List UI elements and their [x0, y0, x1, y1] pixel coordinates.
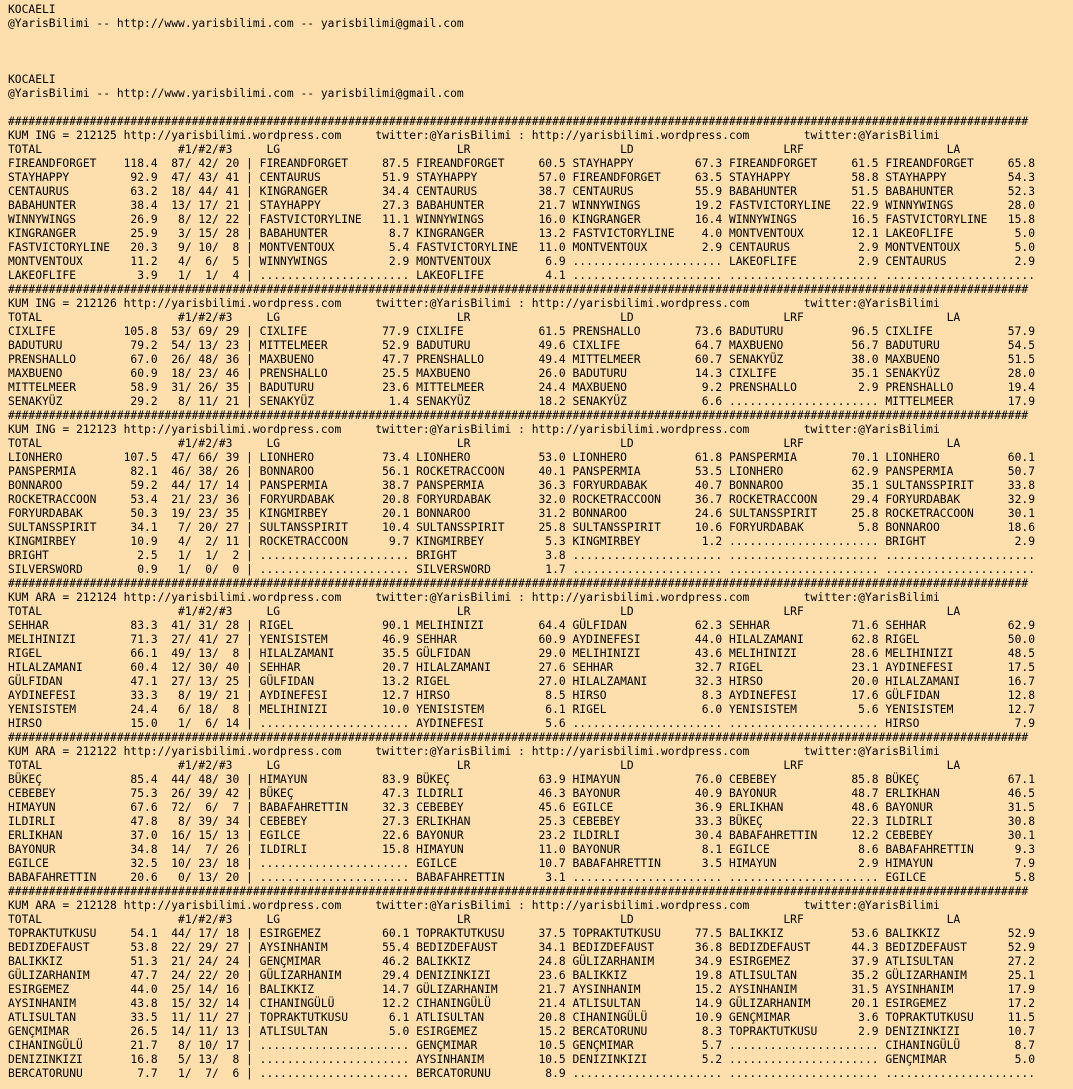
result-row: RIGEL 66.1 49/ 13/ 8 | HILALZAMANI 35.5 GÜLFIDAN 29.0 MELIHINIZI 43.6 MELIHINIZI 28.6 MELIHINIZI 48.5 — [8, 647, 1035, 660]
result-row: YENISISTEM 24.4 6/ 18/ 8 | MELIHINIZI 10.0 YENISISTEM 6.1 RIGEL 6.0 YENISISTEM 5.6 YENISISTEM 12.7 — [8, 703, 1035, 716]
result-row: BAYONUR 34.8 14/ 7/ 26 | ILDIRLI 15.8 HIMAYUN 11.0 BAYONUR 8.1 EGILCE 8.6 BABAFAHRETTIN 9.3 — [8, 843, 1035, 856]
result-row: BERCATORUNU 7.7 1/ 7/ 6 | ...................... BERCATORUNU 8.9 ...................... ...................... ...................... — [8, 1067, 1035, 1080]
result-row: HIMAYUN 67.6 72/ 6/ 7 | BABAFAHRETTIN 32.3 CEBEBEY 45.6 EGILCE 36.9 ERLIKHAN 48.6 BAYONUR 31.5 — [8, 801, 1035, 814]
result-row: BÜKEÇ 85.4 44/ 48/ 30 | HIMAYUN 83.9 BÜKEÇ 63.9 HIMAYUN 76.0 CEBEBEY 85.8 BÜKEÇ 67.1 — [8, 773, 1035, 786]
race-header: KUM ARA = 212128 http://yarisbilimi.wordpress.com twitter:@YarisBilimi : http://yarisbilimi.wordpress.com twitter:@YarisBilimi — [8, 899, 940, 912]
site-credit: @YarisBilimi -- http://www.yarisbilimi.com -- yarisbilimi@gmail.com — [8, 17, 464, 30]
result-row: PANSPERMIA 82.1 46/ 38/ 26 | BONNAROO 56.1 ROCKETRACCOON 40.1 PANSPERMIA 53.5 LIONHERO 62.9 PANSPERMIA 50.7 — [8, 465, 1035, 478]
result-row: MAXBUENO 60.9 18/ 23/ 46 | PRENSHALLO 25.5 MAXBUENO 26.0 BADUTURU 14.3 CIXLIFE 35.1 SENAKYÜZ 28.0 — [8, 367, 1035, 380]
column-header: TOTAL #1/#2/#3 LG LR LD LRF LA — [8, 759, 961, 772]
result-row: ERLIKHAN 37.0 16/ 15/ 13 | EGILCE 22.6 BAYONUR 23.2 ILDIRLI 30.4 BABAFAHRETTIN 12.2 CEBEBEY 30.1 — [8, 829, 1035, 842]
result-row: HILALZAMANI 60.4 12/ 30/ 40 | SEHHAR 20.7 HILALZAMANI 27.6 SEHHAR 32.7 RIGEL 23.1 AYDINEFESI 17.5 — [8, 661, 1035, 674]
result-row: MELIHINIZI 71.3 27/ 41/ 27 | YENISISTEM 46.9 SEHHAR 60.9 AYDINEFESI 44.0 HILALZAMANI 62.8 RIGEL 50.0 — [8, 633, 1035, 646]
result-row: FIREANDFORGET 118.4 87/ 42/ 20 | FIREANDFORGET 87.5 FIREANDFORGET 60.5 STAYHAPPY 67.3 FIREANDFORGET 61.5 FIREANDFORGET 65.8 — [8, 157, 1035, 170]
city-title: KOCAELI — [8, 73, 56, 86]
result-row: KINGRANGER 25.9 3/ 15/ 28 | BABAHUNTER 8.7 KINGRANGER 13.2 FASTVICTORYLINE 4.0 MONTVENTOUX 12.1 LAKEOFLIFE 5.0 — [8, 227, 1035, 240]
separator-line: ###################################################################################################################################################### — [8, 409, 1029, 422]
result-row: BADUTURU 79.2 54/ 13/ 23 | MITTELMEER 52.9 BADUTURU 49.6 CIXLIFE 64.7 MAXBUENO 56.7 BADUTURU 54.5 — [8, 339, 1035, 352]
result-row: ROCKETRACCOON 53.4 21/ 23/ 36 | FORYURDABAK 20.8 FORYURDABAK 32.0 ROCKETRACCOON 36.7 ROCKETRACCOON 29.4 FORYURDABAK 32.9 — [8, 493, 1035, 506]
race-header: KUM ARA = 212124 http://yarisbilimi.wordpress.com twitter:@YarisBilimi : http://yarisbilimi.wordpress.com twitter:@YarisBilimi — [8, 591, 940, 604]
race-header: KUM ING = 212123 http://yarisbilimi.wordpress.com twitter:@YarisBilimi : http://yarisbilimi.wordpress.com twitter:@YarisBilimi — [8, 423, 940, 436]
result-row: FASTVICTORYLINE 20.3 9/ 10/ 8 | MONTVENTOUX 5.4 FASTVICTORYLINE 11.0 MONTVENTOUX 2.9 CENTAURUS 2.9 MONTVENTOUX 5.0 — [8, 241, 1035, 254]
result-row: SULTANSSPIRIT 34.1 7/ 20/ 27 | SULTANSSPIRIT 10.4 SULTANSSPIRIT 25.8 SULTANSSPIRIT 10.6 FORYURDABAK 5.8 BONNAROO 18.6 — [8, 521, 1035, 534]
result-row: STAYHAPPY 92.9 47/ 43/ 41 | CENTAURUS 51.9 STAYHAPPY 57.0 FIREANDFORGET 63.5 STAYHAPPY 58.8 STAYHAPPY 54.3 — [8, 171, 1035, 184]
race-header: KUM ING = 212125 http://yarisbilimi.wordpress.com twitter:@YarisBilimi : http://yarisbilimi.wordpress.com twitter:@YarisBilimi — [8, 129, 940, 142]
result-row: GÜLIZARHANIM 47.7 24/ 22/ 20 | GÜLIZARHANIM 29.4 DENIZINKIZI 23.6 BALIKKIZ 19.8 ATLISULTAN 35.2 GÜLIZARHANIM 25.1 — [8, 969, 1035, 982]
result-row: GENÇMIMAR 26.5 14/ 11/ 13 | ATLISULTAN 5.0 ESIRGEMEZ 15.2 BERCATORUNU 8.3 TOPRAKTUTKUSU 2.9 DENIZINKIZI 10.7 — [8, 1025, 1035, 1038]
result-row: TOPRAKTUTKUSU 54.1 44/ 17/ 18 | ESIRGEMEZ 60.1 TOPRAKTUTKUSU 37.5 TOPRAKTUTKUSU 77.5 BALIKKIZ 53.6 BALIKKIZ 52.9 — [8, 927, 1035, 940]
result-row: KINGMIRBEY 10.9 4/ 2/ 11 | ROCKETRACCOON 9.7 KINGMIRBEY 5.3 KINGMIRBEY 1.2 ...................... BRIGHT 2.9 — [8, 535, 1035, 548]
city-title: KOCAELI — [8, 3, 56, 16]
result-row: BRIGHT 2.5 1/ 1/ 2 | ...................... BRIGHT 3.8 ...................... ...................... ...................... — [8, 549, 1035, 562]
result-row: MITTELMEER 58.9 31/ 26/ 35 | BADUTURU 23.6 MITTELMEER 24.4 MAXBUENO 9.2 PRENSHALLO 2.9 PRENSHALLO 19.4 — [8, 381, 1035, 394]
result-row: AYSINHANIM 43.8 15/ 32/ 14 | CIHANINGÜLÜ 12.2 CIHANINGÜLÜ 21.4 ATLISULTAN 14.9 GÜLIZARHANIM 20.1 ESIRGEMEZ 17.2 — [8, 997, 1035, 1010]
site-credit: @YarisBilimi -- http://www.yarisbilimi.com -- yarisbilimi@gmail.com — [8, 87, 464, 100]
blank-line — [8, 31, 1073, 45]
result-row: HIRSO 15.0 1/ 6/ 14 | ...................... AYDINEFESI 5.6 ...................... ...................... HIRSO 7.9 — [8, 717, 1035, 730]
separator-line: ###################################################################################################################################################### — [8, 283, 1029, 296]
separator-line: ###################################################################################################################################################### — [8, 885, 1029, 898]
result-row: CENTAURUS 63.2 18/ 44/ 41 | KINGRANGER 34.4 CENTAURUS 38.7 CENTAURUS 55.9 BABAHUNTER 51.5 BABAHUNTER 52.3 — [8, 185, 1035, 198]
result-row: CEBEBEY 75.3 26/ 39/ 42 | BÜKEÇ 47.3 ILDIRLI 46.3 BAYONUR 40.9 BAYONUR 48.7 ERLIKHAN 46.5 — [8, 787, 1035, 800]
column-header: TOTAL #1/#2/#3 LG LR LD LRF LA — [8, 143, 961, 156]
result-row: AYDINEFESI 33.3 8/ 19/ 21 | AYDINEFESI 12.7 HIRSO 8.5 HIRSO 8.3 AYDINEFESI 17.6 GÜLFIDAN 12.8 — [8, 689, 1035, 702]
result-row: CIXLIFE 105.8 53/ 69/ 29 | CIXLIFE 77.9 CIXLIFE 61.5 PRENSHALLO 73.6 BADUTURU 96.5 CIXLIFE 57.9 — [8, 325, 1035, 338]
result-row: WINNYWINGS 26.9 8/ 12/ 22 | FASTVICTORYLINE 11.1 WINNYWINGS 16.0 KINGRANGER 16.4 WINNYWINGS 16.5 FASTVICTORYLINE 15.8 — [8, 213, 1035, 226]
blank-line — [8, 59, 1073, 73]
result-row: LIONHERO 107.5 47/ 66/ 39 | LIONHERO 73.4 LIONHERO 53.0 LIONHERO 61.8 PANSPERMIA 70.1 LIONHERO 60.1 — [8, 451, 1035, 464]
result-row: PRENSHALLO 67.0 26/ 48/ 36 | MAXBUENO 47.7 PRENSHALLO 49.4 MITTELMEER 60.7 SENAKYÜZ 38.0 MAXBUENO 51.5 — [8, 353, 1035, 366]
result-row: ESIRGEMEZ 44.0 25/ 14/ 16 | BALIKKIZ 14.7 GÜLIZARHANIM 21.7 AYSINHANIM 15.2 AYSINHANIM 31.5 AYSINHANIM 17.9 — [8, 983, 1035, 996]
result-row: BABAHUNTER 38.4 13/ 17/ 21 | STAYHAPPY 27.3 BABAHUNTER 21.7 WINNYWINGS 19.2 FASTVICTORYLINE 22.9 WINNYWINGS 28.0 — [8, 199, 1035, 212]
result-row: GÜLFIDAN 47.1 27/ 13/ 25 | GÜLFIDAN 13.2 RIGEL 27.0 HILALZAMANI 32.3 HIRSO 20.0 HILALZAMANI 16.7 — [8, 675, 1035, 688]
result-row: LAKEOFLIFE 3.9 1/ 1/ 4 | ...................... LAKEOFLIFE 4.1 ...................... ...................... ...................... — [8, 269, 1035, 282]
result-row: FORYURDABAK 50.3 19/ 23/ 35 | KINGMIRBEY 20.1 BONNAROO 31.2 BONNAROO 24.6 SULTANSSPIRIT 25.8 ROCKETRACCOON 30.1 — [8, 507, 1035, 520]
separator-line: ###################################################################################################################################################### — [8, 577, 1029, 590]
result-row: BALIKKIZ 51.3 21/ 24/ 24 | GENÇMIMAR 46.2 BALIKKIZ 24.8 GÜLIZARHANIM 34.9 ESIRGEMEZ 37.9 ATLISULTAN 27.2 — [8, 955, 1035, 968]
race-header: KUM ING = 212126 http://yarisbilimi.wordpress.com twitter:@YarisBilimi : http://yarisbilimi.wordpress.com twitter:@YarisBilimi — [8, 297, 940, 310]
result-row: SENAKYÜZ 29.2 8/ 11/ 21 | SENAKYÜZ 1.4 SENAKYÜZ 18.2 SENAKYÜZ 6.6 ...................... MITTELMEER 17.9 — [8, 395, 1035, 408]
race-header: KUM ARA = 212122 http://yarisbilimi.wordpress.com twitter:@YarisBilimi : http://yarisbilimi.wordpress.com twitter:@YarisBilimi — [8, 745, 940, 758]
result-row: ATLISULTAN 33.5 11/ 11/ 27 | TOPRAKTUTKUSU 6.1 ATLISULTAN 20.8 CIHANINGÜLÜ 10.9 GENÇMIMAR 3.6 TOPRAKTUTKUSU 11.5 — [8, 1011, 1035, 1024]
result-row: BABAFAHRETTIN 20.6 0/ 13/ 20 | ...................... BABAFAHRETTIN 3.1 ...................... ...................... EGILCE 5.8 — [8, 871, 1035, 884]
result-row: ILDIRLI 47.8 8/ 39/ 34 | CEBEBEY 27.3 ERLIKHAN 25.3 CEBEBEY 33.3 BÜKEÇ 22.3 ILDIRLI 30.8 — [8, 815, 1035, 828]
blank-line — [8, 45, 1073, 59]
result-row: SILVERSWORD 0.9 1/ 0/ 0 | ...................... SILVERSWORD 1.7 ...................... ...................... ...................... — [8, 563, 1035, 576]
separator-line: ###################################################################################################################################################### — [8, 731, 1029, 744]
column-header: TOTAL #1/#2/#3 LG LR LD LRF LA — [8, 437, 961, 450]
result-row: BONNAROO 59.2 44/ 17/ 14 | PANSPERMIA 38.7 PANSPERMIA 36.3 FORYURDABAK 40.7 BONNAROO 35.1 SULTANSSPIRIT 33.8 — [8, 479, 1035, 492]
separator-line: ###################################################################################################################################################### — [8, 115, 1029, 128]
blank-line — [8, 101, 1073, 115]
result-row: DENIZINKIZI 16.8 5/ 13/ 8 | ...................... AYSINHANIM 10.5 DENIZINKIZI 5.2 ...................... GENÇMIMAR 5.0 — [8, 1053, 1035, 1066]
column-header: TOTAL #1/#2/#3 LG LR LD LRF LA — [8, 311, 961, 324]
result-row: CIHANINGÜLÜ 21.7 8/ 10/ 17 | ...................... GENÇMIMAR 10.5 GENÇMIMAR 5.7 ...................... CIHANINGÜLÜ 8.7 — [8, 1039, 1035, 1052]
column-header: TOTAL #1/#2/#3 LG LR LD LRF LA — [8, 605, 961, 618]
result-row: SEHHAR 83.3 41/ 31/ 28 | RIGEL 90.1 MELIHINIZI 64.4 GÜLFIDAN 62.3 SEHHAR 71.6 SEHHAR 62.9 — [8, 619, 1035, 632]
result-row: MONTVENTOUX 11.2 4/ 6/ 5 | WINNYWINGS 2.9 MONTVENTOUX 6.9 ...................... LAKEOFLIFE 2.9 CENTAURUS 2.9 — [8, 255, 1035, 268]
column-header: TOTAL #1/#2/#3 LG LR LD LRF LA — [8, 913, 961, 926]
result-row: BEDIZDEFAUST 53.8 22/ 29/ 27 | AYSINHANIM 55.4 BEDIZDEFAUST 34.1 BEDIZDEFAUST 36.8 BEDIZDEFAUST 44.3 BEDIZDEFAUST 52.9 — [8, 941, 1035, 954]
result-row: EGILCE 32.5 10/ 23/ 18 | ...................... EGILCE 10.7 BABAFAHRETTIN 3.5 HIMAYUN 2.9 HIMAYUN 7.9 — [8, 857, 1035, 870]
